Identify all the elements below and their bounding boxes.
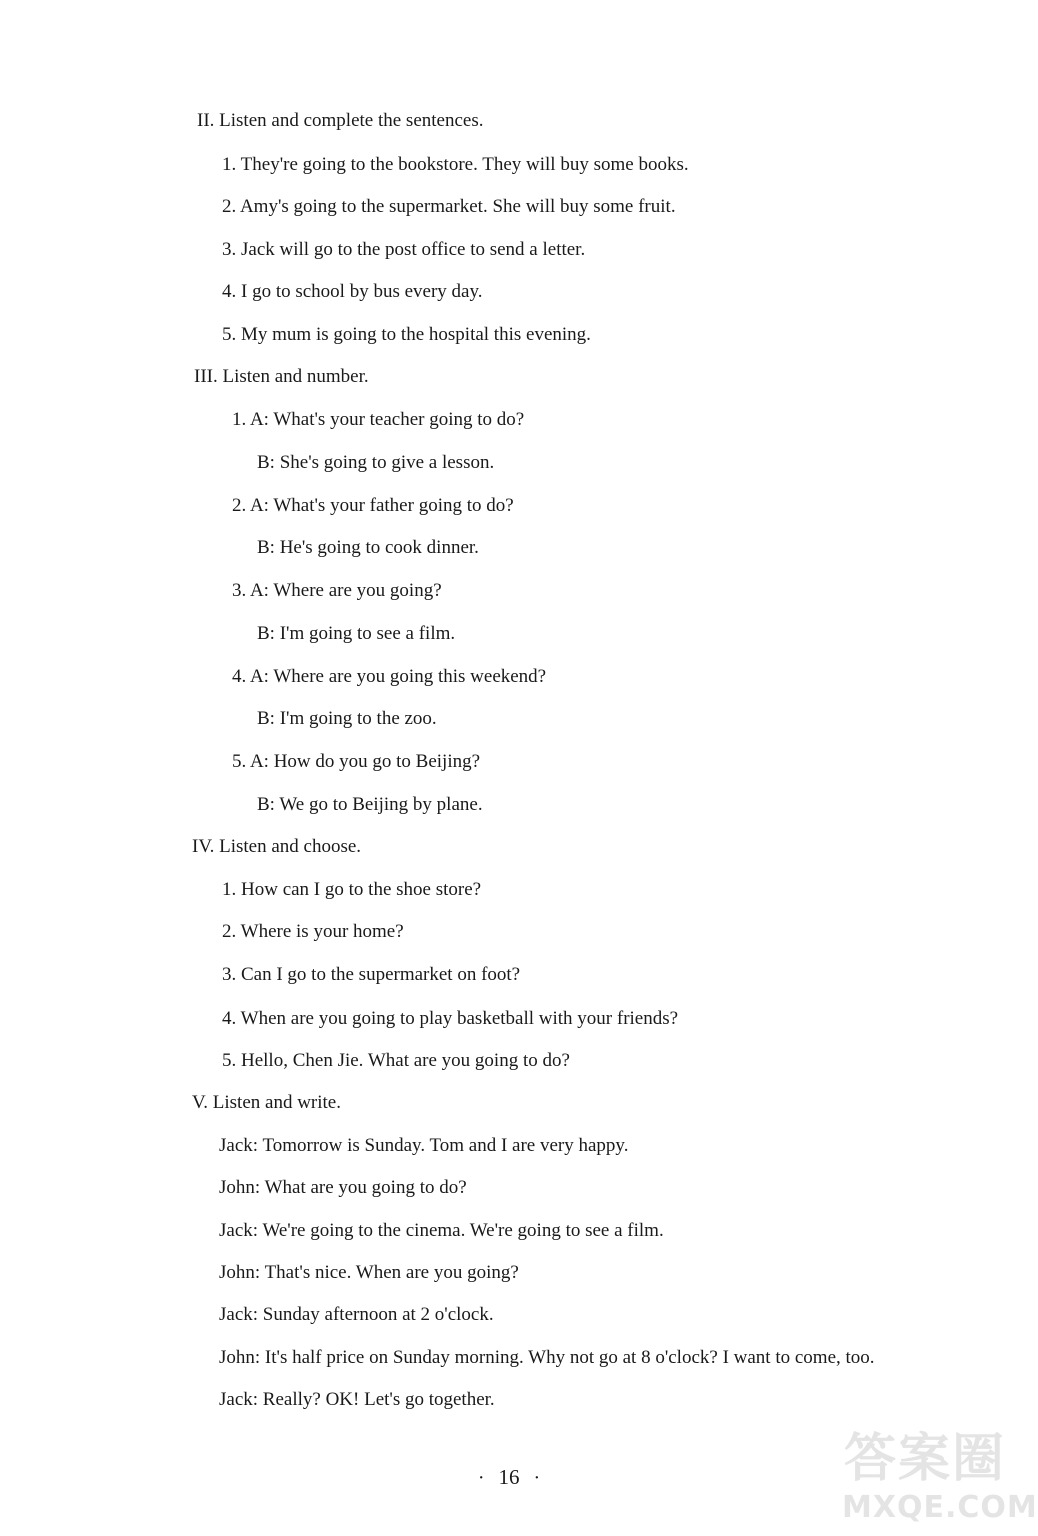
list-item: 1. They're going to the bookstore. They will buy some books. xyxy=(222,154,689,175)
list-item: 2. Amy's going to the supermarket. She will buy some fruit. xyxy=(222,196,676,217)
section-heading-2: II. Listen and complete the sentences. xyxy=(197,110,484,131)
dialogue-line: 5. A: How do you go to Beijing? xyxy=(232,751,481,772)
dialogue-line: B: I'm going to see a film. xyxy=(257,623,456,644)
dialogue-line: 1. A: What's your teacher going to do? xyxy=(232,409,525,430)
list-item: 3. Jack will go to the post office to send a letter. xyxy=(222,239,586,260)
dialogue-line: Jack: We're going to the cinema. We're going to see a film. xyxy=(219,1220,664,1241)
list-item: 2. Where is your home? xyxy=(222,921,404,942)
list-item: 4. I go to school by bus every day. xyxy=(222,281,483,302)
dialogue-line: B: She's going to give a lesson. xyxy=(257,452,495,473)
list-item: 3. Can I go to the supermarket on foot? xyxy=(222,964,521,985)
dialogue-line: John: It's half price on Sunday morning. Why not go at 8 o'clock? I want to come, too. xyxy=(219,1347,875,1368)
dialogue-line: 4. A: Where are you going this weekend? xyxy=(232,666,547,687)
list-item: 4. When are you going to play basketball with your friends? xyxy=(222,1008,679,1029)
watermark-logo xyxy=(832,1412,1038,1532)
page-number-value: 16 xyxy=(498,1465,520,1489)
section-heading-4: IV. Listen and choose. xyxy=(192,836,362,857)
page-number-dot-left: · xyxy=(477,1467,485,1489)
list-item: 5. Hello, Chen Jie. What are you going to do? xyxy=(222,1050,570,1071)
dialogue-line: John: What are you going to do? xyxy=(219,1177,467,1198)
dialogue-line: John: That's nice. When are you going? xyxy=(219,1262,519,1283)
list-item: 5. My mum is going to the hospital this evening. xyxy=(222,324,591,345)
dialogue-line: 3. A: Where are you going? xyxy=(232,580,442,601)
page-number-dot-right: · xyxy=(533,1467,541,1489)
list-item: 1. How can I go to the shoe store? xyxy=(222,879,482,900)
dialogue-line: 2. A: What's your father going to do? xyxy=(232,495,514,516)
watermark-logo-top: 答案圈 xyxy=(844,1429,1007,1489)
section-heading-5: V. Listen and write. xyxy=(192,1092,341,1113)
section-heading-3: III. Listen and number. xyxy=(194,366,369,387)
watermark-logo-bottom: MXQE.COM xyxy=(842,1490,1038,1525)
dialogue-line: Jack: Tomorrow is Sunday. Tom and I are very happy. xyxy=(219,1135,629,1156)
dialogue-line: B: We go to Beijing by plane. xyxy=(257,794,483,815)
dialogue-line: Jack: Really? OK! Let's go together. xyxy=(219,1389,495,1410)
dialogue-line: Jack: Sunday afternoon at 2 o'clock. xyxy=(219,1304,494,1325)
dialogue-line: B: I'm going to the zoo. xyxy=(257,708,437,729)
dialogue-line: B: He's going to cook dinner. xyxy=(257,537,479,558)
